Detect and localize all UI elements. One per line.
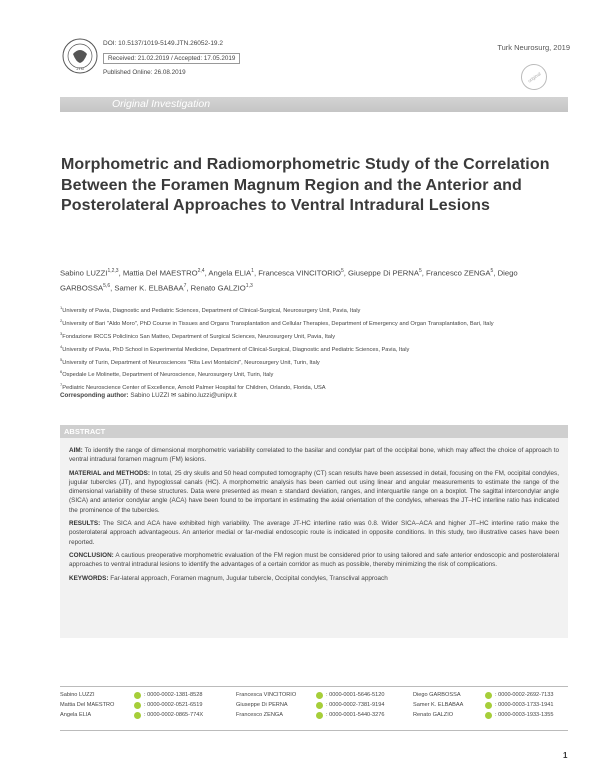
corresponding-author (60, 392, 237, 399)
orcid-icon[interactable] (485, 712, 492, 719)
affiliation-text: University of Pavia, PhD School in Experimental Medicine, Department of Clinical-Surgical, Diagnostic and Pediatric Sciences, Pavia, Italy (62, 346, 410, 353)
orcid-icon[interactable] (485, 692, 492, 699)
affiliation-text: Pediatric Neuroscience Center of Excellence, Arnold Palmer Hospital for Children, Orlando, Florida, USA (62, 385, 326, 392)
orcid-icon[interactable] (134, 702, 141, 709)
orcid-icon[interactable] (134, 692, 141, 699)
abstract-label: AIM: (69, 447, 83, 454)
abstract-body (60, 438, 568, 638)
affiliation-text: University of Bari "Aldo Moro", PhD Course in Tissues and Organs Transplantation and Cellular Therapies, Department of Emergency and Organ Transplantation, Bari, Italy (62, 320, 494, 327)
journal-logo (62, 38, 98, 74)
orcid-column-2 (236, 690, 384, 720)
abstract-paragraph (69, 469, 559, 515)
orcid-id[interactable]: : 0000-0001-5440-3276 (326, 712, 385, 718)
orcid-author-name: Mattia Del MAESTRO (60, 702, 115, 708)
corresponding-name: Sabino LUZZI (130, 392, 170, 399)
author-name: Sabino LUZZI (60, 268, 108, 278)
author-affiliation-sup: 1,2,3 (107, 268, 119, 274)
affiliation-num: 1 (60, 305, 63, 310)
abstract-header-label: ABSTRACT (64, 427, 106, 436)
orcid-column-3 (413, 690, 553, 720)
affiliation-item (60, 367, 570, 380)
affiliation-text: University of Turin, Department of Neurosciences "Rita Levi Montalcini", Neurosurgery Unit, Turin, Italy (62, 359, 320, 366)
orcid-author-name: Samer K. ELBABAA (413, 702, 464, 708)
orcid-id[interactable]: : 0000-0002-7381-9194 (326, 702, 385, 708)
orcid-id[interactable]: : 0000-0002-0521-6519 (144, 702, 203, 708)
abstract-label: CONCLUSION: (69, 551, 114, 559)
orcid-icon[interactable] (316, 692, 323, 699)
orcid-id[interactable]: : 0000-0003-1933-1355 (495, 712, 554, 718)
orcid-icon[interactable] (316, 702, 323, 709)
author-affiliation-sup: 5 (418, 268, 422, 274)
author-affiliation-sup: 1,3 (245, 283, 253, 290)
author-separator: , (253, 268, 259, 278)
orcid-author-name: Francesca VINCITORIO (236, 692, 297, 698)
orcid-icon[interactable] (134, 712, 141, 719)
published-online: Published Online: 26.08.2019 (103, 69, 186, 76)
corresponding-label: Corresponding author: (60, 392, 129, 399)
author-separator: , (186, 283, 191, 293)
corresponding-email[interactable]: sabino.luzzi@unipv.it (177, 392, 237, 399)
orcid-author-name: Renato GALZIO (413, 712, 454, 718)
orcid-entry (60, 700, 203, 710)
abstract-paragraph (69, 446, 559, 465)
orcid-author-name: Diego GARBOSSA (413, 692, 461, 698)
original-stamp: original (516, 59, 552, 95)
affiliation-text: Ospedale Le Molinette, Department of Neuroscience, Neurosurgery Unit, Turin, Italy (62, 372, 274, 379)
author-affiliation-sup: 5 (490, 268, 494, 274)
orcid-entry (413, 690, 553, 700)
abstract-text: To identify the range of dimensional morphometric variability correlated to the basilar and condylar part of the occipital bone, which may affect the choice of approach to ventral intradural foramen magnum (FM) lesions. (69, 447, 559, 464)
abstract-paragraph (69, 519, 559, 547)
affiliation-num: 7 (60, 382, 63, 388)
orcid-author-name: Angela ELIA (60, 712, 92, 718)
author-name: Mattia Del MAESTRO (122, 268, 198, 278)
author-name: Diego GARBOSSA (60, 268, 518, 293)
author-name: Giuseppe Di PERNA (348, 268, 419, 278)
author-affiliation-sup: 5 (340, 268, 344, 274)
author-affiliation-sup: 5,6 (103, 283, 111, 290)
author-name: Renato GALZIO (190, 283, 246, 293)
author-separator: , (343, 268, 349, 278)
abstract-text: The SICA and ACA have exhibited high variability. The average JT-HC interline ratio was 0.8. Wider SICA–ACA and higher JT–HC interline ratio make the posterolateral approach advantageous. An anterior medial or far-medial endoscopic route is indicated in opposite conditions. In this study, two illustrative cases have been reported. (69, 520, 559, 546)
abstract-label: RESULTS: (69, 520, 101, 528)
envelope-icon: ✉ (170, 392, 177, 399)
affiliation-item (60, 342, 570, 355)
author-name: Francesco ZENGA (426, 268, 491, 278)
orcid-author-name: Giuseppe Di PERNA (236, 702, 288, 708)
orcid-id[interactable]: : 0000-0002-0865-774X (144, 712, 204, 718)
author-name: Angela ELIA (208, 268, 252, 278)
affiliation-num: 2 (60, 317, 63, 323)
abstract-paragraph (69, 551, 559, 570)
affiliation-num: 6 (60, 369, 63, 375)
abstract-header (60, 425, 568, 438)
author-separator: , (204, 268, 209, 278)
author-name: Francesca VINCITORIO (258, 268, 341, 278)
abstract-label: KEYWORDS: (69, 574, 109, 582)
abstract-text: Far-lateral approach, Foramen magnum, Jugular tubercle, Occipital condyles, Transclival approach (108, 574, 388, 582)
author-separator: , (110, 283, 115, 293)
orcid-column-1 (60, 690, 203, 720)
affiliation-num: 4 (60, 343, 63, 349)
section-label-bar (60, 97, 568, 112)
orcid-entry (236, 690, 384, 700)
affiliation-num: 3 (60, 330, 63, 336)
affiliation-text: Fondazione IRCCS Policlinico San Matteo, Department of Surgical Sciences, Neurosurgery Unit, Pavia, Italy (62, 333, 336, 340)
affiliations (60, 303, 570, 393)
divider (60, 730, 568, 731)
abstract-paragraph (69, 574, 559, 583)
svg-text:JTN: JTN (76, 66, 84, 71)
orcid-entry (236, 700, 384, 710)
orcid-icon[interactable] (316, 712, 323, 719)
author-separator: , (493, 268, 498, 278)
author-affiliation-sup: 1 (251, 268, 254, 274)
paper-title: Morphometric and Radiomorphometric Study of the Correlation Between the Foramen Magnum Region and the Anterior and Posterolateral Approaches to Ventral Intradural Lesions (61, 156, 550, 214)
orcid-entry (236, 710, 384, 720)
author-list (60, 265, 560, 295)
affiliation-item (60, 303, 570, 316)
orcid-id[interactable]: : 0000-0002-1381-8528 (144, 692, 203, 698)
orcid-icon[interactable] (485, 702, 492, 709)
received-accepted: Received: 21.02.2019 / Accepted: 17.05.2019 (103, 53, 240, 64)
orcid-entry (60, 690, 203, 700)
affiliation-item (60, 316, 570, 329)
author-separator: , (421, 268, 427, 278)
orcid-entry (413, 710, 553, 720)
doi[interactable]: DOI: 10.5137/1019-5149.JTN.26052-19.2 (103, 40, 223, 47)
affiliation-text: University of Pavia, Diagnostic and Pediatric Sciences, Department of Clinical-Surgical, Neurosurgery Unit, Pavia, Italy (62, 307, 361, 314)
orcid-author-name: Sabino LUZZI (60, 692, 95, 698)
orcid-author-name: Francesco ZENGA (236, 712, 283, 718)
author-separator: , (118, 268, 123, 278)
author-name: Samer K. ELBABAA (114, 283, 184, 293)
affiliation-num: 5 (60, 356, 63, 362)
orcid-id[interactable]: : 0000-0003-1733-1941 (495, 702, 554, 708)
author-affiliation-sup: 2,4 (197, 268, 205, 274)
abstract-label: MATERIAL and METHODS: (69, 469, 150, 477)
orcid-entry (60, 710, 203, 720)
section-label: Original Investigation (112, 98, 211, 110)
abstract-text: In total, 25 dry skulls and 50 head computed tomography (CT) scan results have been assessed in detail, focusing on the FM, occipital condyles, jugular tubercles (JT), and hypoglossal canals (HC). A morphometric analysis has been carried out using linear and angular measurements to estimate the range of the dimensional variability of these structures. Data were presented as mean ± standard deviation, ranges, and interquartile range on a boxplot. The sagittal intercondylar angle (SICA) and anterior condylar angle (ACA) have been found to be important in estimating the axial orientation of the condyles, whereas the JT–HC interline ratio has indicated the prominence of the tubercles. (69, 469, 559, 514)
affiliation-item (60, 329, 570, 342)
affiliation-item (60, 355, 570, 368)
orcid-id[interactable]: : 0000-0002-2692-7133 (495, 692, 554, 698)
abstract-text: A cautious preoperative morphometric evaluation of the FM region must be considered prior to using tailored and safe anterior endoscopic and posterolateral approaches to ventral intradural lesions to identify the advantages of a certain corridor as much as possible, thereby minimizing the risk of complications. (69, 551, 559, 569)
divider (60, 686, 568, 687)
orcid-id[interactable]: : 0000-0001-5646-5120 (326, 692, 385, 698)
author-affiliation-sup: 7 (183, 283, 187, 290)
journal-name: Turk Neurosurg, 2019 (497, 43, 570, 52)
page-number: 1 (563, 751, 568, 760)
orcid-entry (413, 700, 553, 710)
